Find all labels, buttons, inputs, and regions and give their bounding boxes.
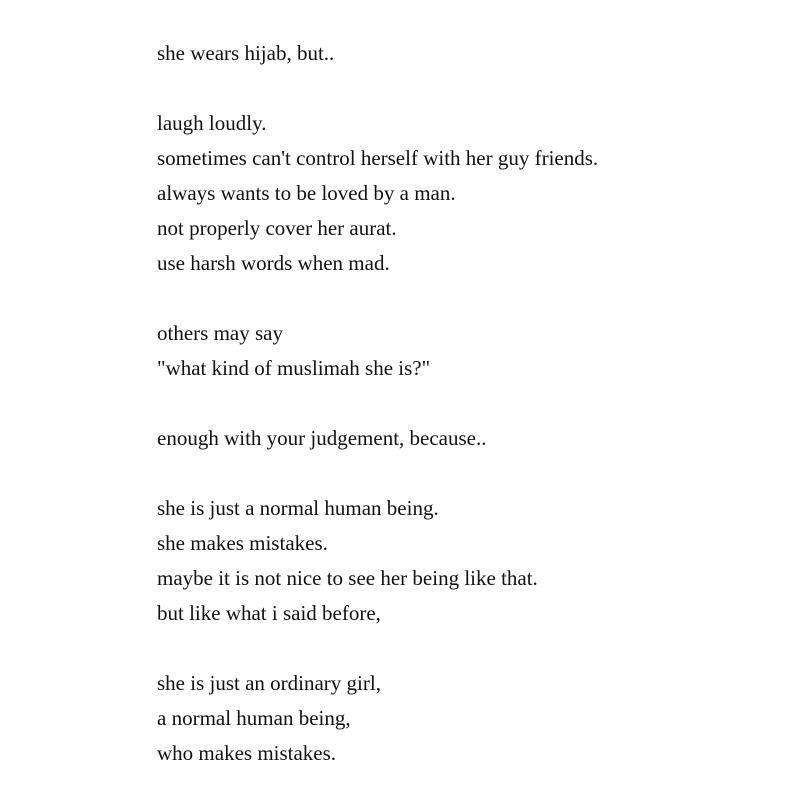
poem-line: "what kind of muslimah she is?" <box>157 356 431 380</box>
stanza-2 <box>157 106 777 281</box>
poem-line: enough with your judgement, because.. <box>157 426 487 450</box>
poem-line: she wears hijab, but.. <box>157 41 335 65</box>
poem-line: sometimes can't control herself with her guy friends. <box>157 146 599 170</box>
stanza-1 <box>157 36 777 71</box>
poem-line: she makes mistakes. <box>157 531 328 555</box>
poem-line: a normal human being, <box>157 706 351 730</box>
stanza-gap <box>157 631 777 666</box>
poem-text <box>157 36 777 771</box>
poem-line: who makes mistakes. <box>157 741 337 765</box>
poem-line: others may say <box>157 321 283 345</box>
poem-line: she is just an ordinary girl, <box>157 671 381 695</box>
stanza-5 <box>157 491 777 631</box>
poem-line: she is just a normal human being. <box>157 496 439 520</box>
stanza-4 <box>157 421 777 456</box>
poem-line: always wants to be loved by a man. <box>157 181 456 205</box>
stanza-gap <box>157 456 777 491</box>
stanza-gap <box>157 386 777 421</box>
poem-line: laugh loudly. <box>157 111 267 135</box>
poem-line: but like what i said before, <box>157 601 381 625</box>
stanza-6 <box>157 666 777 771</box>
poem-line: use harsh words when mad. <box>157 251 390 275</box>
stanza-3 <box>157 316 777 386</box>
poem-line: not properly cover her aurat. <box>157 216 397 240</box>
stanza-gap <box>157 281 777 316</box>
stanza-gap <box>157 71 777 106</box>
poem-line: maybe it is not nice to see her being like that. <box>157 566 538 590</box>
